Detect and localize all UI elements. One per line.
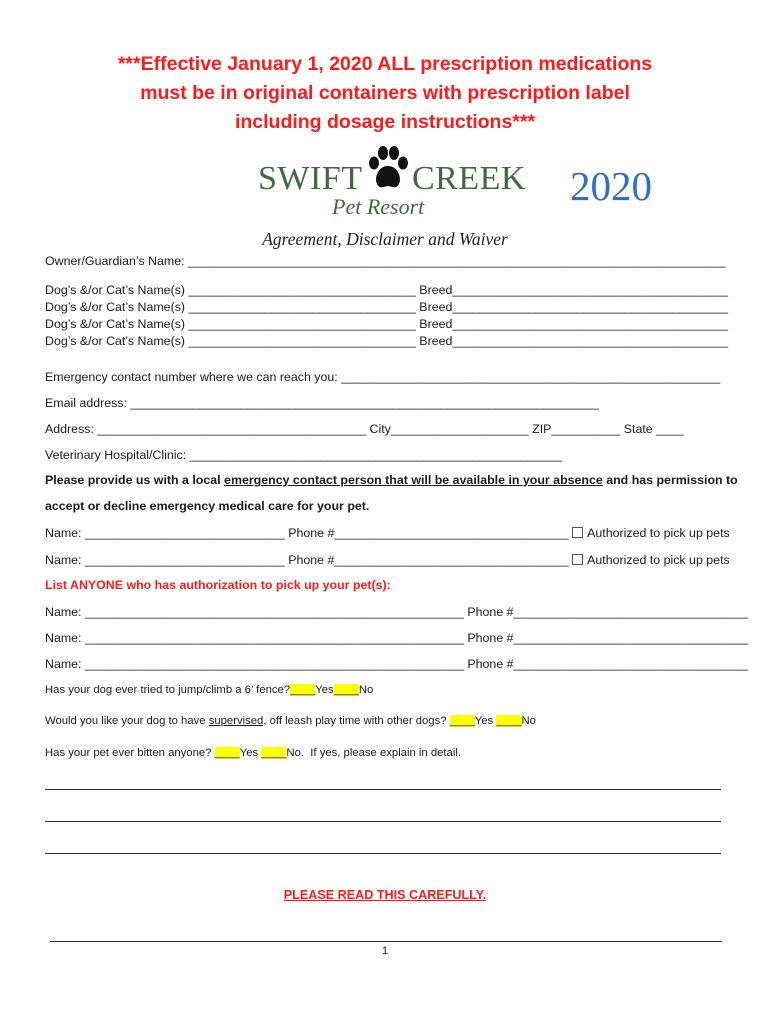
emergency-contact-field[interactable]: Emergency contact number where we can reach you: _______________________________________________________ [45,370,721,384]
logo-subtitle: Pet Resort [332,194,425,219]
page-number: 1 [381,945,389,957]
authorized-pickup-row[interactable]: Name: _______________________________________________________ Phone #__________________________________ [45,657,748,671]
medication-warning-line-1: ***Effective January 1, 2020 ALL prescription medications [117,53,653,75]
bite-yes-blank[interactable]: ____ [214,747,240,759]
medication-warning-line-3: including dosage instructions*** [234,111,536,133]
email-field[interactable]: Email address: ____________________________________________________________________ [45,396,599,410]
medication-warning-line-2: must be in original containers with prescription label [140,82,630,104]
explanation-line[interactable] [45,821,721,822]
local-contact-row[interactable]: Name: _____________________________ Phone #__________________________________ Authorized to pick up pets [45,553,730,567]
pet-name-breed-field[interactable]: Dog’s &/or Cat’s Name(s) _________________________________ Breed________________________________________ [45,317,729,331]
pet-name-breed-field[interactable]: Dog’s &/or Cat’s Name(s) _________________________________ Breed________________________________________ [45,300,729,314]
swift-creek-logo [258,144,526,220]
owner-name-field[interactable]: Owner/Guardian’s Name: ______________________________________________________________________________ [45,254,726,268]
fence-no-blank[interactable]: ____ [333,684,359,696]
paw-print-icon [366,146,410,192]
authorized-pickup-row[interactable]: Name: _______________________________________________________ Phone #__________________________________ [45,605,748,619]
veterinary-clinic-field[interactable]: Veterinary Hospital/Clinic: ______________________________________________________ [45,448,562,462]
pet-name-breed-field[interactable]: Dog’s &/or Cat’s Name(s) _________________________________ Breed________________________________________ [45,334,729,348]
explanation-line[interactable] [45,789,721,790]
authorized-checkbox[interactable] [572,527,583,538]
pickup-authorization-heading: List ANYONE who has authorization to pick up your pet(s): [45,578,391,592]
local-contact-row[interactable]: Name: _____________________________ Phone #__________________________________ Authorized to pick up pets [45,526,730,540]
local-contact-instruction-line-2: accept or decline emergency medical care for your pet. [45,499,370,513]
fence-climb-question: Has your dog ever tried to jump/climb a 6’ fence?____Yes____No [45,684,374,696]
explanation-line[interactable] [45,853,721,854]
logo-word-creek: CREEK [412,160,526,197]
fence-yes-blank[interactable]: ____ [290,684,316,696]
local-contact-instruction: Please provide us with a local emergency contact person that will be available in your absence and has permission to [45,473,738,487]
offleash-no-blank[interactable]: ____ [496,715,522,727]
authorized-pickup-row[interactable]: Name: _______________________________________________________ Phone #__________________________________ [45,631,748,645]
pet-name-breed-field[interactable]: Dog’s &/or Cat’s Name(s) _________________________________ Breed________________________________________ [45,283,729,297]
please-read-heading: PLEASE READ THIS CAREFULLY. [283,888,487,902]
form-title: Agreement, Disclaimer and Waiver [262,229,508,249]
logo-word-swift: SWIFT [258,160,363,197]
bite-history-question: Has your pet ever bitten anyone? ____Yes ____No. If yes, please explain in detail. [45,747,461,759]
bite-no-blank[interactable]: ____ [261,747,287,759]
offleash-yes-blank[interactable]: ____ [449,715,475,727]
footer-divider [50,941,722,942]
authorized-checkbox[interactable] [572,554,583,565]
offleash-play-question: Would you like your dog to have supervised, off leash play time with other dogs? ____Yes ____No [45,715,536,727]
year-label: 2020 [570,163,652,209]
address-field[interactable]: Address: _______________________________________ City____________________ ZIP__________ State ____ [45,422,684,436]
